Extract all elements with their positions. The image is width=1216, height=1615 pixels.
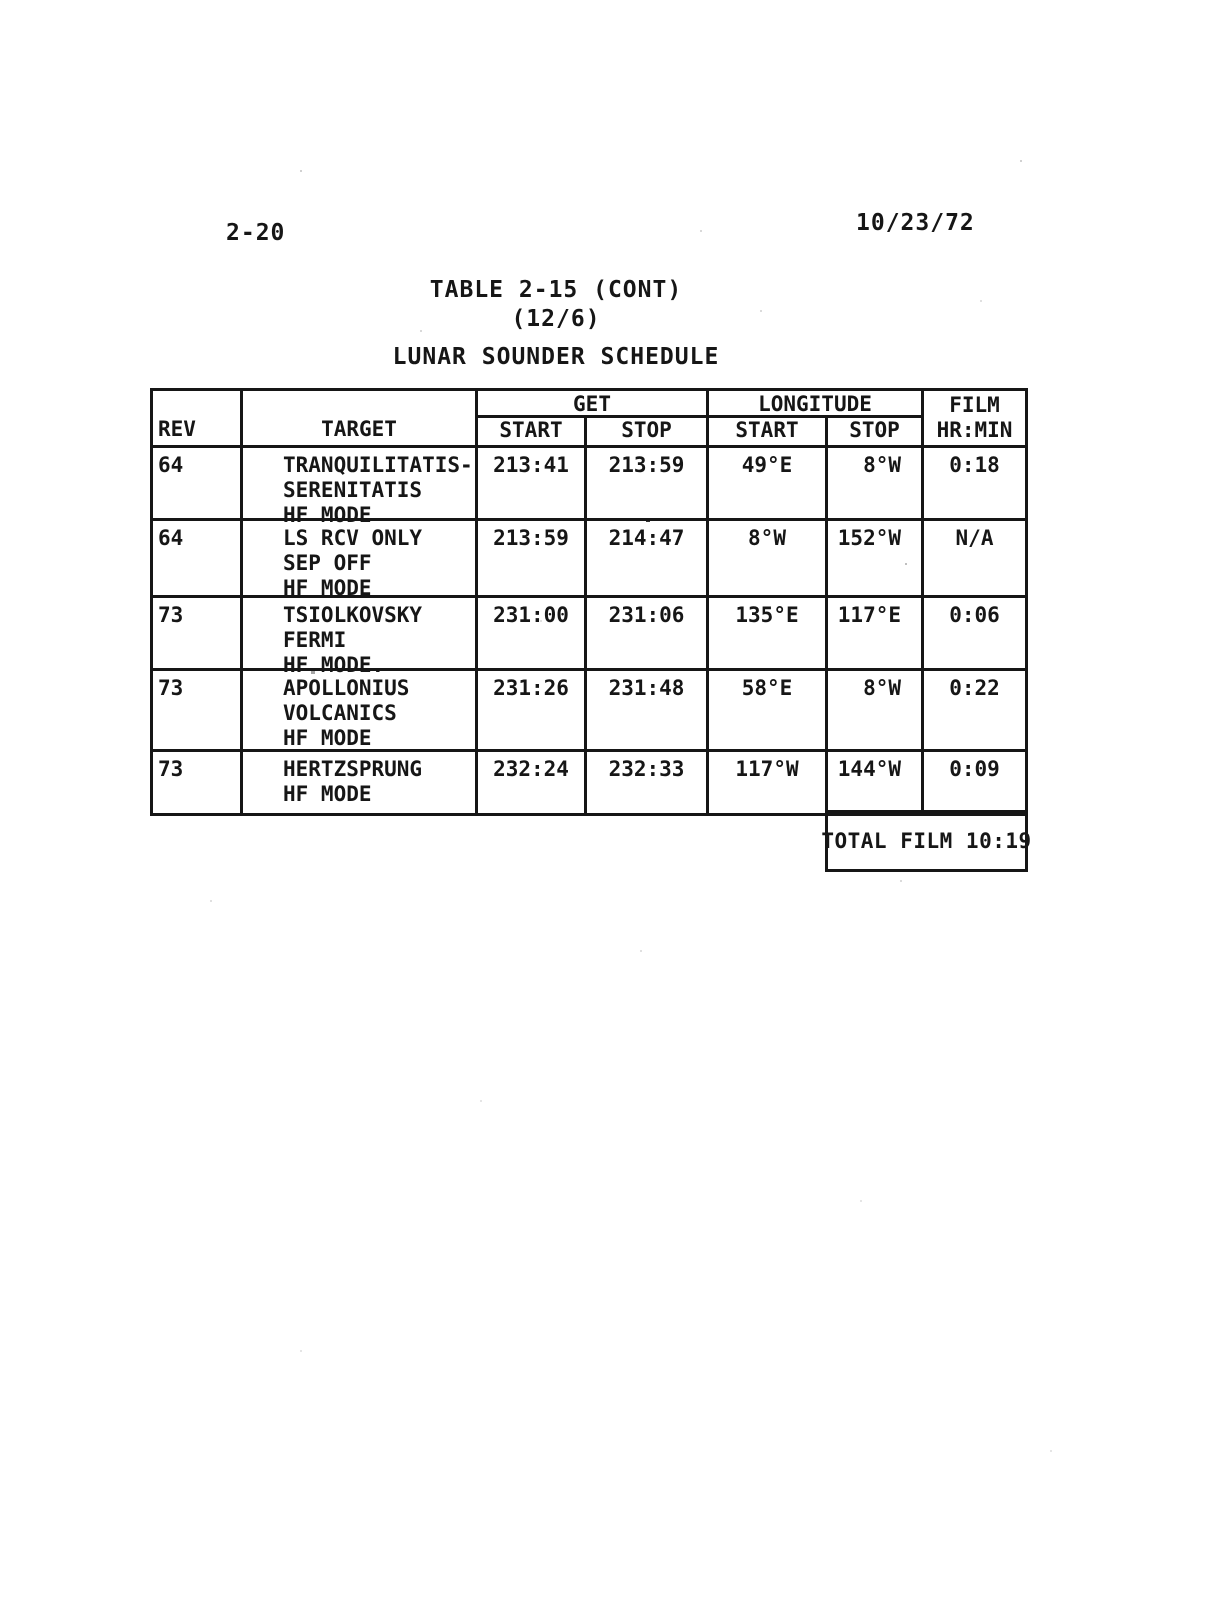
target-line: HF MODE (283, 503, 372, 527)
table-row (153, 521, 1025, 598)
header-film-line2: HR:MIN (936, 418, 1013, 442)
header-get-start: START (478, 418, 587, 446)
get-start-value: 232:24 (478, 752, 587, 813)
table-header-row (153, 391, 1025, 448)
target-value (243, 752, 478, 813)
longitude-start-value: 49°E (709, 448, 828, 518)
longitude-start-value: 135°E (709, 598, 828, 668)
target-line: APOLLONIUS (283, 676, 410, 700)
header-film-line1: FILM (949, 393, 1000, 417)
longitude-start-value: 58°E (709, 671, 828, 749)
rev-value: 73 (153, 752, 243, 813)
total-film-label: TOTAL FILM 10:19 (821, 829, 1032, 853)
film-value: 0:09 (949, 757, 1000, 781)
header-longitude-stop: STOP (849, 418, 900, 442)
table-row (153, 448, 1025, 527)
target-line: HF MODE (283, 726, 372, 750)
header-get-stop: STOP (621, 418, 672, 442)
document-date: 10/23/72 (856, 210, 975, 236)
rev-value: 73 (153, 598, 243, 668)
target-line: VOLCANICS (283, 701, 397, 725)
header-get: GET (478, 391, 706, 418)
rev-value: 73 (153, 671, 243, 749)
film-value: 0:18 (949, 453, 1000, 477)
get-start-value: 231:26 (478, 671, 587, 749)
header-longitude-start: START (709, 418, 828, 446)
target-value (243, 521, 478, 600)
target-line: SEP OFF (283, 551, 372, 575)
header-longitude-group (709, 391, 924, 445)
get-stop-value: 213:59 (587, 448, 709, 518)
scan-noise (0, 0, 2, 2)
get-stop-value: 214:47 (587, 521, 709, 595)
rev-value: 64 (153, 448, 243, 518)
header-rev: REV (153, 391, 243, 445)
longitude-stop-value: 8°W (828, 671, 924, 749)
target-line: HF MODE (283, 576, 372, 600)
get-start-value: 231:00 (478, 598, 587, 668)
get-stop-value: 231:06 (587, 598, 709, 668)
target-value (243, 598, 478, 677)
longitude-stop-value: 152°W (828, 521, 924, 595)
target-line: TRANQUILITATIS- (283, 453, 473, 477)
table-row (153, 752, 1025, 813)
table-title: TABLE 2-15 (CONT) (429, 277, 683, 303)
target-line: HF MODE. (283, 653, 385, 677)
target-line: HF MODE (283, 782, 372, 806)
table-title-block (156, 276, 956, 334)
rev-value: 64 (153, 521, 243, 595)
longitude-start-value: 8°W (709, 521, 828, 595)
table-subtitle: LUNAR SOUNDER SCHEDULE (392, 344, 720, 370)
table-row (153, 598, 1025, 677)
page-number: 2-20 (226, 220, 286, 246)
get-stop-value: 231:48 (587, 671, 709, 749)
longitude-start-value: 117°W (709, 752, 828, 813)
target-line: HERTZSPRUNG (283, 757, 423, 781)
header-longitude: LONGITUDE (709, 391, 921, 418)
get-start-value: 213:59 (478, 521, 587, 595)
header-film (924, 391, 1025, 445)
longitude-stop-value: 144°W (828, 752, 924, 813)
get-start-value: 213:41 (478, 448, 587, 518)
target-line: LS RCV ONLY (283, 526, 423, 550)
target-value (243, 448, 478, 527)
film-value: N/A (955, 526, 994, 550)
target-line: SERENITATIS (283, 478, 423, 502)
film-value: 0:06 (949, 603, 1000, 627)
table-row (153, 671, 1025, 752)
total-film-box (821, 810, 1032, 872)
get-stop-value: 232:33 (587, 752, 709, 813)
header-target: TARGET (243, 391, 478, 445)
header-get-group (478, 391, 709, 445)
table-title-part: (12/6) (511, 306, 601, 332)
film-value: 0:22 (949, 676, 1000, 700)
longitude-stop-value: 117°E (828, 598, 924, 668)
lunar-sounder-schedule-table (150, 388, 1028, 816)
target-value (243, 671, 478, 749)
longitude-stop-value: 8°W (828, 448, 924, 518)
target-line: FERMI (283, 628, 347, 652)
target-line: TSIOLKOVSKY (283, 603, 423, 627)
